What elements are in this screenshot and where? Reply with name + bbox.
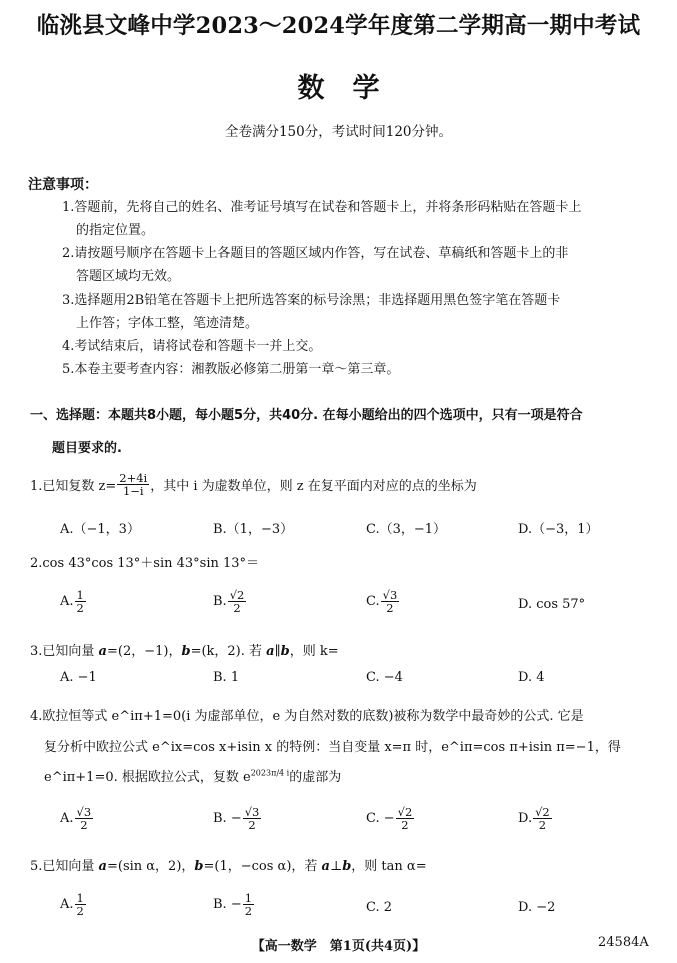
- q4-b-num: √3: [244, 805, 260, 819]
- q5-option-a: [60, 892, 87, 917]
- q4-a-den: 2: [80, 818, 88, 833]
- q4-option-b: [213, 806, 262, 831]
- q3-option-c: C. −4: [366, 670, 403, 685]
- full-score-note: 全卷满分150分，考试时间120分钟。: [224, 124, 453, 140]
- q2-b-label: B.: [213, 594, 227, 610]
- q4-option-d: [518, 806, 553, 831]
- q4-a-fraction: [75, 806, 94, 831]
- q3-option-a: A. −1: [60, 670, 97, 685]
- q5-b-fraction: [243, 892, 254, 917]
- q5-a-label: A.: [60, 897, 74, 913]
- q5-part-4: ⊥: [329, 859, 343, 874]
- q5-option-c: C. 2: [366, 900, 393, 915]
- notice-item-2: 2.请按题号顺序在答题卡上各题目的答题区域内作答，写在试卷、草稿纸和答题卡上的非: [62, 246, 569, 261]
- notice-item-5: 5.本卷主要考查内容：湘教版必修第二册第一章～第三章。: [62, 362, 400, 377]
- q2-a-den: 2: [76, 601, 84, 616]
- q4-b-label: B. −: [213, 811, 242, 827]
- q4-d-fraction: [533, 806, 552, 831]
- notice-item-3-cont: 上作答；字体工整，笔迹清楚。: [76, 316, 259, 331]
- q1-stem-start: 1.已知复数 z=: [30, 479, 117, 495]
- q4-c-num: √2: [397, 805, 413, 819]
- q1-stem-end: ，其中 i 为虚数单位，则 z 在复平面内对应的点的坐标为: [150, 479, 477, 495]
- q4-d-num: √2: [535, 805, 550, 819]
- q5-option-d: D. −2: [518, 900, 556, 915]
- q2-a-label: A.: [60, 594, 74, 610]
- q2-b-num: √2: [229, 588, 245, 602]
- q3-vector-b: b: [181, 644, 191, 659]
- q5-b-den: 2: [244, 904, 253, 919]
- q5-part-3: =(1，−cos α)，若: [203, 859, 322, 874]
- q3-part-5: ，则 k=: [289, 644, 339, 659]
- q4-line3-end: 的虚部为: [289, 770, 342, 785]
- q5-a-fraction: [75, 892, 86, 917]
- q4-option-c: [366, 806, 415, 831]
- q5-vector-b2: b: [342, 859, 352, 874]
- section-1-heading: 一、选择题：本题共8小题，每小题5分，共40分. 在每小题给出的四个选项中，只有一项是符合: [30, 408, 583, 423]
- q3-option-b: B. 1: [213, 670, 240, 685]
- q2-option-c: [366, 589, 400, 614]
- notice-item-1-cont: 的指定位置。: [76, 223, 155, 238]
- q5-vector-b: b: [194, 859, 204, 874]
- q4-c-den: 2: [401, 818, 409, 833]
- q5-vector-a: a: [98, 859, 107, 874]
- q2-c-label: C.: [366, 594, 380, 610]
- q5-a-num: 1: [76, 891, 84, 905]
- q3-part-4: ∥: [274, 644, 281, 659]
- page-footer: 【高一数学 第1页(共4页)】: [251, 939, 426, 954]
- notice-item-1: 1.答题前，先将自己的姓名、准考证号填写在试卷和答题卡上，并将条形码粘贴在答题卡上: [62, 200, 582, 215]
- q4-option-a: [60, 806, 94, 831]
- q5-b-label: B. −: [213, 897, 242, 913]
- q1-numerator: 2+4i: [119, 471, 148, 485]
- q5-part-1: 5.已知向量: [30, 859, 99, 874]
- q2-c-fraction: [381, 589, 400, 614]
- q1-fraction: [117, 472, 149, 497]
- paper-code: 24584A: [598, 935, 649, 950]
- q1-option-d: D.（−3，1）: [518, 522, 599, 537]
- q2-option-d: D. cos 57°: [518, 597, 586, 612]
- question-4-line-2: 复分析中欧拉公式 e^ix=cos x+isin x 的特例：当自变量 x=π 时，e^iπ=cos π+isin π=−1，得: [44, 740, 621, 755]
- q3-vector-a: a: [98, 644, 107, 659]
- q2-b-den: 2: [233, 601, 241, 616]
- q2-c-num: √3: [382, 588, 398, 602]
- q5-a-den: 2: [76, 904, 84, 919]
- q5-option-b: [213, 892, 255, 917]
- exam-title: 临洮县文峰中学2023～2024学年度第二学期高一期中考试: [36, 13, 641, 39]
- q5-vector-a2: a: [321, 859, 330, 874]
- q2-option-a: [60, 589, 87, 614]
- q2-a-num: 1: [76, 588, 84, 602]
- q4-a-num: √3: [76, 805, 92, 819]
- q5-part-2: =(sin α，2)，: [106, 859, 195, 874]
- q1-option-c: C.（3，−1）: [366, 522, 447, 537]
- q3-vector-a2: a: [266, 644, 275, 659]
- q1-option-b: B.（1，−3）: [213, 522, 294, 537]
- notice-item-4: 4.考试结束后，请将试卷和答题卡一并上交。: [62, 339, 322, 354]
- notice-heading: 注意事项：: [28, 177, 98, 193]
- q4-exponent: 2023π/4 i: [250, 768, 290, 778]
- q2-option-b: [213, 589, 247, 614]
- q4-line3-start: e^iπ+1=0. 根据欧拉公式，复数 e: [44, 770, 251, 785]
- question-4-line-1: 4.欧拉恒等式 e^iπ+1=0(i 为虚部单位，e 为自然对数的底数)被称为数学中最奇妙的公式. 它是: [30, 709, 584, 724]
- question-2: 2.cos 43°cos 13°＋sin 43°sin 13°＝: [30, 556, 260, 571]
- q2-a-fraction: [75, 589, 86, 614]
- notice-item-3: 3.选择题用2B铅笔在答题卡上把所选答案的标号涂黑；非选择题用黑色签字笔在答题卡: [62, 293, 561, 308]
- q4-a-label: A.: [60, 811, 74, 827]
- q2-b-fraction: [228, 589, 247, 614]
- q3-part-3: =(k，2). 若: [190, 644, 267, 659]
- q4-c-fraction: [396, 806, 415, 831]
- q3-part-2: =(2，−1)，: [106, 644, 182, 659]
- question-5: [30, 855, 427, 874]
- question-3: [30, 640, 339, 659]
- q5-part-5: ，则 tan α=: [351, 859, 427, 874]
- question-1: [30, 472, 477, 497]
- question-4-line-3: [44, 766, 341, 785]
- q3-part-1: 3.已知向量: [30, 644, 99, 659]
- q3-vector-b2: b: [280, 644, 290, 659]
- q5-b-num: 1: [244, 891, 253, 905]
- subject-title: 数学: [297, 73, 408, 104]
- q3-option-d: D. 4: [518, 670, 545, 685]
- q4-b-fraction: [243, 806, 262, 831]
- q4-d-den: 2: [538, 818, 547, 833]
- q2-c-den: 2: [386, 601, 394, 616]
- q1-option-a: A.（−1，3）: [60, 522, 140, 537]
- q4-d-label: D.: [518, 811, 533, 827]
- section-1-heading-cont: 题目要求的.: [52, 441, 122, 456]
- q4-c-label: C. −: [366, 811, 395, 827]
- q4-b-den: 2: [248, 818, 256, 833]
- notice-item-2-cont: 答题区域均无效。: [76, 269, 181, 284]
- q1-denominator: 1−i: [122, 484, 144, 499]
